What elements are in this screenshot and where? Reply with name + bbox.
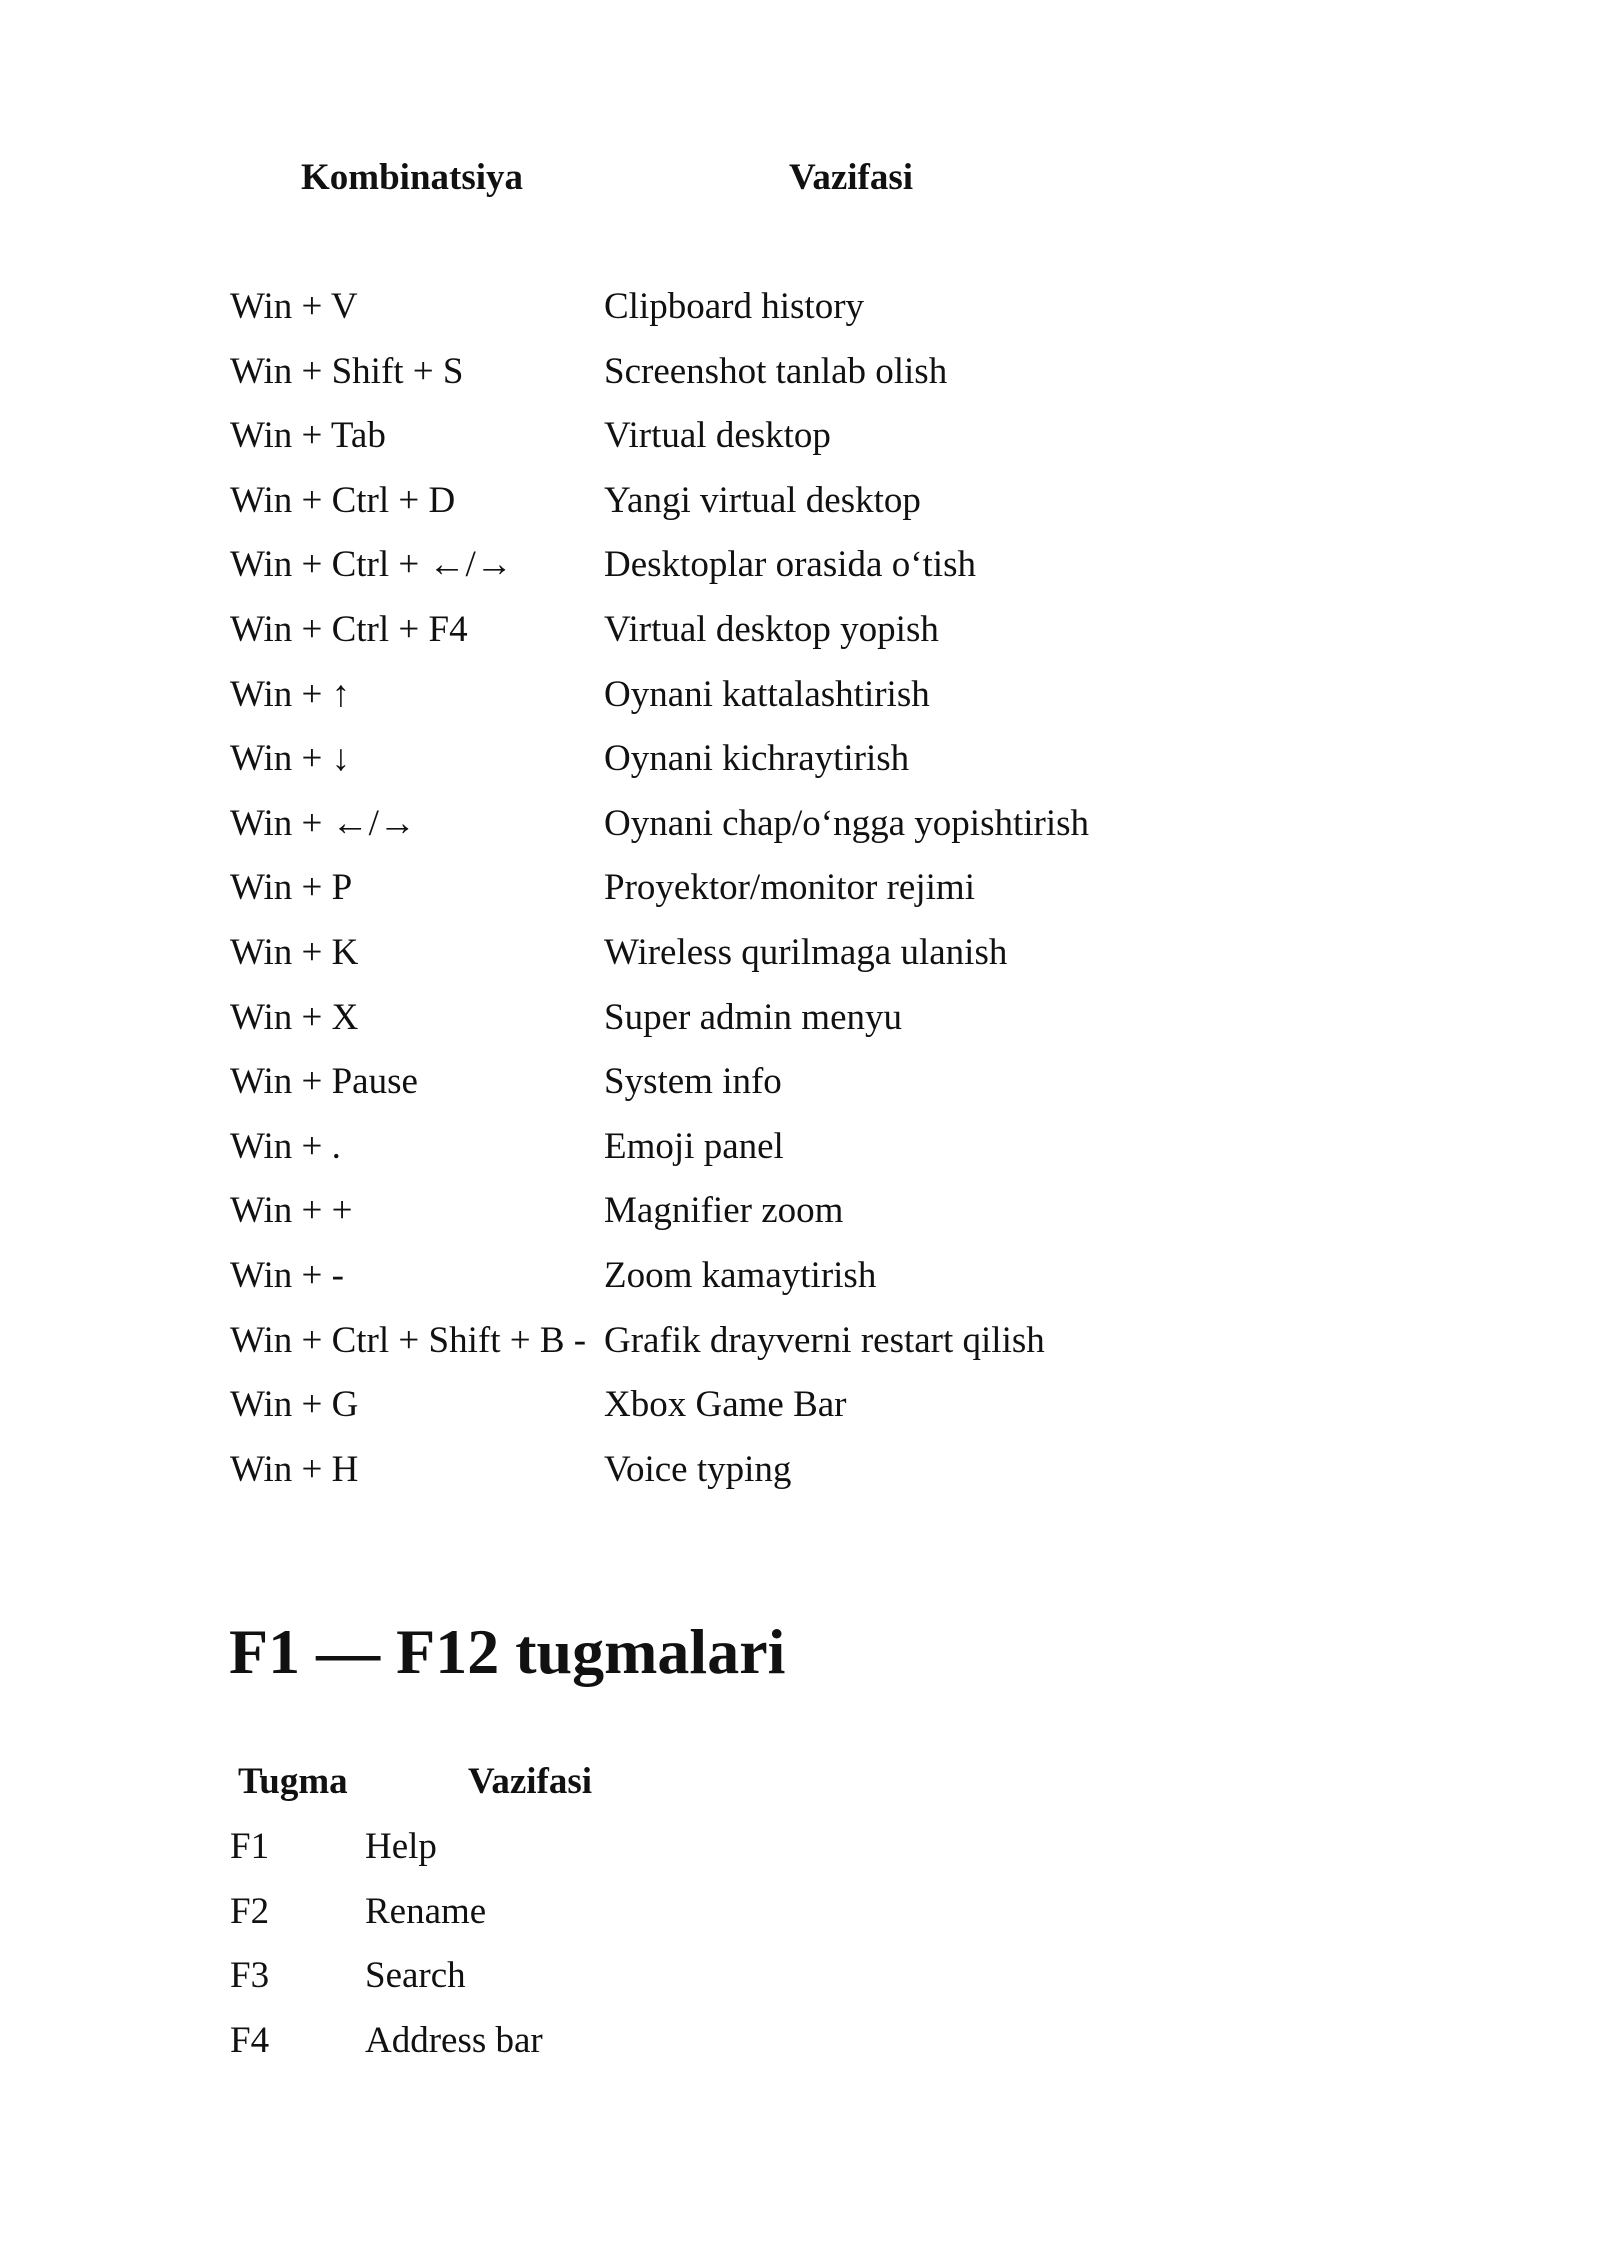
shortcut-key: Win + P (230, 867, 353, 909)
shortcut-function: Proyektor/monitor rejimi (604, 867, 975, 909)
shortcut-function: Emoji panel (604, 1125, 784, 1167)
shortcut-key: Win + X (230, 996, 359, 1038)
shortcut-function: Wireless qurilmaga ulanish (604, 931, 1008, 973)
shortcut-key: Win + V (230, 286, 358, 327)
shortcut-key: Win + Ctrl + D (230, 479, 456, 521)
fkey-function: Help (365, 1826, 437, 1867)
column-header-function: Vazifasi (789, 157, 914, 198)
shortcut-key: Win + + (230, 1190, 353, 1232)
shortcut-key: Win + Ctrl + F4 (230, 608, 468, 650)
column-header-key: Tugma (238, 1761, 348, 1802)
shortcut-function: Virtual desktop yopish (604, 608, 939, 650)
shortcut-key: Win + ↑ (230, 673, 351, 715)
shortcut-key: Win + Tab (230, 415, 386, 457)
shortcut-key: Win + Shift + S (230, 350, 464, 392)
shortcut-function: Clipboard history (604, 286, 865, 327)
shortcut-key: Win + K (230, 931, 359, 973)
fkey-name: F4 (230, 2019, 270, 2061)
section-title: F1 — F12 tugmalari (229, 1616, 786, 1687)
shortcut-key: Win + . (230, 1125, 341, 1167)
shortcut-key: Win + G (230, 1384, 359, 1426)
shortcut-function: Grafik drayverni restart qilish (604, 1319, 1045, 1361)
column-header-function: Vazifasi (468, 1761, 593, 1802)
fkey-function: Address bar (365, 2019, 543, 2061)
fkey-function: Search (365, 1955, 466, 1997)
shortcut-function: Screenshot tanlab olish (604, 350, 948, 392)
shortcut-function: Super admin menyu (604, 996, 903, 1038)
fkey-function: Rename (365, 1890, 487, 1932)
shortcut-key: Win + ←/→ (230, 802, 416, 844)
shortcut-key: Win + Ctrl + Shift + B - (230, 1319, 587, 1361)
shortcut-key: Win + Ctrl + ←/→ (230, 544, 513, 586)
shortcut-key: Win + H (230, 1448, 359, 1490)
shortcut-function: Magnifier zoom (604, 1190, 844, 1232)
shortcut-function: Xbox Game Bar (604, 1384, 847, 1426)
shortcut-function: Zoom kamaytirish (604, 1254, 877, 1296)
fkey-name: F3 (230, 1955, 270, 1997)
shortcut-key: Win + - (230, 1254, 344, 1296)
shortcut-function: Virtual desktop (604, 415, 831, 457)
shortcut-key: Win + Pause (230, 1061, 418, 1103)
shortcut-function: Voice typing (604, 1448, 792, 1490)
shortcut-function: Oynani kattalashtirish (604, 673, 930, 715)
shortcut-function: System info (604, 1061, 782, 1103)
shortcut-function: Oynani chap/o‘ngga yopishtirish (604, 802, 1090, 844)
column-header-combination: Kombinatsiya (301, 157, 524, 198)
fkey-name: F2 (230, 1890, 270, 1932)
fkey-name: F1 (230, 1826, 270, 1867)
shortcut-key: Win + ↓ (230, 738, 351, 780)
shortcut-function: Yangi virtual desktop (604, 479, 921, 521)
shortcut-function: Desktoplar orasida o‘tish (604, 544, 976, 586)
shortcut-function: Oynani kichraytirish (604, 738, 910, 780)
